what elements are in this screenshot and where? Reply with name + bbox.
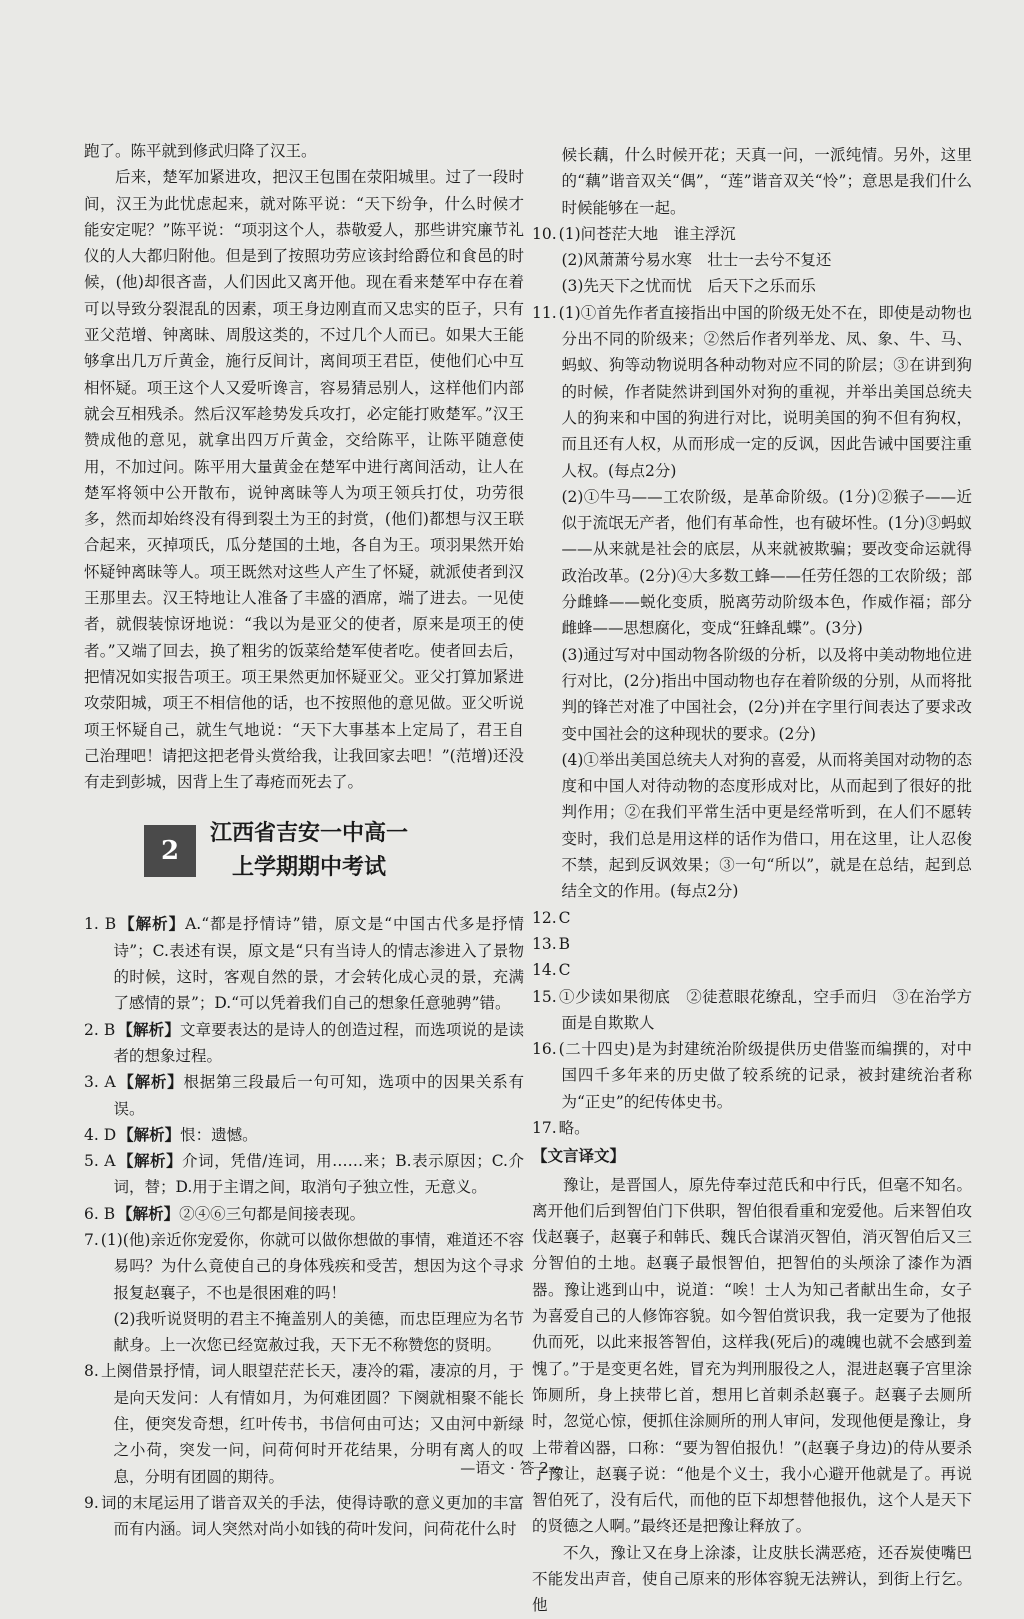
item-text: (1)问苍茫大地 谁主浮沉	[558, 224, 736, 243]
section-title-line: 江西省吉安一中高一	[210, 821, 409, 847]
answer-item	[532, 273, 972, 299]
answer-item	[532, 642, 972, 747]
item-number: 13.	[532, 934, 557, 953]
answer-item	[84, 1148, 524, 1201]
item-text: 词的末尾运用了谐音双关的手法，使得诗歌的意义更加的丰富而有内涵。词人突然对尚小如钱的荷叶发问，问荷花什么时	[100, 1493, 524, 1539]
answer-11	[532, 300, 972, 905]
section-title	[210, 817, 408, 885]
item-number: 5. A	[84, 1152, 116, 1171]
item-number: 12.	[532, 908, 557, 927]
item-number: 6. B	[84, 1204, 116, 1223]
paragraph: 跑了。陈平就到修武归降了汉王。	[84, 142, 317, 160]
item-text: ①少读如果彻底 ②徒惹眼花缭乱，空手而归 ③在治学方面是自欺欺人	[558, 987, 972, 1032]
item-text: A.“都是抒情诗”错，原文是“中国古代多是抒情诗”；C.表述有误，原文是“只有当诗人的情志渗进入了景物的时候，这时，客观自然的景，才会转化成心灵的景，充满了感情的景”；D.“可以凭着我们自己的想象任意驰骋”错。	[113, 915, 524, 1013]
item-number: 15.	[532, 987, 557, 1006]
section-title-line: 上学期期中考试	[232, 855, 387, 881]
item-text: 根据第三段最后一句可知，选项中的因果关系有误。	[113, 1073, 524, 1118]
answer-item	[84, 1069, 524, 1122]
answer-item	[84, 1490, 524, 1543]
item-number: 10.	[532, 224, 557, 243]
section-header	[144, 817, 524, 885]
answer-item	[532, 221, 972, 247]
item-text: C	[558, 961, 571, 980]
right-column	[532, 142, 972, 1619]
item-number: 7.	[84, 1230, 99, 1249]
item-text: (1)(他)亲近你宠爱你，你就可以做你想做的事情，难道还不容易吗？为什么竟使自己的身体残疾和受苦，想因为这个寻求报复赵襄子，不也是很困难的吗！	[100, 1230, 524, 1302]
answer-list	[84, 911, 524, 1542]
item-text: (2)①牛马——工农阶级，是革命阶级。(1分)②猴子——近似于流氓无产者，他们有革命性，也有破坏性。(1分)③蚂蚁——从来就是社会的底层，从来就被欺骗；要改变命运就得政治改革。(2分)④大多数工蜂——任劳任怨的工农阶级；部分雌蜂——蜕化变质，脱离劳动阶级本色，作威作福；部分雌蜂——思想腐化，变成“狂蜂乱蝶”。(3分)	[561, 487, 972, 638]
left-column	[84, 138, 524, 1543]
item-text: (4)①举出美国总统夫人对狗的喜爱，从而将美国对动物的态度和中国人对待动物的态度形成对比，从而起到了很好的批判作用；②在我们平常生活中更是经常听到，在人们不愿转变时，我们总是用这样的话作为借口，用在这里，让人忍俊不禁，起到反讽效果；③一句“所以”，就是在总结，起到总结全文的作用。(每点2分)	[561, 750, 972, 901]
answer-item	[532, 300, 972, 484]
item-text: 介词，凭借/连词，用……来；B.表示原因；C.介词，替；D.用于主谓之间，取消句子独立性，无意义。	[113, 1152, 524, 1197]
answer-item	[532, 1036, 972, 1115]
answer-item	[532, 747, 972, 905]
translation-title: 【文言译文】	[532, 1147, 626, 1166]
analysis-tag: 【解析】	[117, 1020, 180, 1039]
answer-item	[532, 931, 972, 957]
answer-item	[84, 1227, 524, 1306]
paragraph: 后来，楚军加紧进攻，把汉王包围在荥阳城里。过了一段时间，汉王为此忧虑起来，就对陈平说：“天下纷争，什么时候才能安定呢？”陈平说：“项羽这个人，恭敬爱人，那些讲究廉节礼仪的人大都归附他。但是到了按照功劳应该封给爵位和食邑的时候，(他)却很吝啬，人们因此又离开他。现在看来楚军中存在着可以导致分裂混乱的因素，项王身边刚直而又忠实的臣子，只有亚父范增、钟离昧、周殷这类的，不过几个人而已。如果大王能够拿出几万斤黄金，施行反间计，离间项王君臣，使他们心中互相怀疑。项王这个人又爱听谗言，容易猜忌别人，这样他们内部就会互相残杀。然后汉军趁势发兵攻打，必定能打败楚军。”汉王赞成他的意见，就拿出四万斤黄金，交给陈平，让陈平随意使用，不加过问。陈平用大量黄金在楚军中进行离间活动，让人在楚军将领中公开散布，说钟离昧等人为项王领兵打仗，功劳很多，然而却始终没有得到裂土为王的封赏，(他们)都想与汉王联合起来，灭掉项氏，瓜分楚国的土地，各自为王。项羽果然开始怀疑钟离昧等人。项王既然对这些人产生了怀疑，就派使者到汉王那里去。汉王特地让人准备了丰盛的酒席，端了进去。一见使者，就假装惊讶地说：“我以为是亚父的使者，原来是项王的使者。”又端了回去，换了粗劣的饭菜给楚军使者吃。使者回去后，把情况如实报告项王。项王果然更加怀疑亚父。亚父打算加紧进攻荥阳城，项王不相信他的话，也不按照他的意见做。亚父听说项王怀疑自己，就生气地说：“天下大事基本上定局了，君王自己治理吧！请把这把老骨头赏给我，让我回家去吧！”(范增)还没有走到彭城，因背上生了毒疮而死去了。	[84, 168, 524, 792]
page-footer: —语文 · 答 2—	[460, 1459, 564, 1477]
answer-10	[532, 221, 972, 300]
item-text: (2)风萧萧兮易水寒 壮士一去兮不复还	[561, 251, 832, 270]
item-text: 略。	[558, 1118, 590, 1137]
answer-item	[84, 1306, 524, 1359]
analysis-tag: 【解析】	[118, 915, 186, 934]
analysis-tag: 【解析】	[117, 1152, 183, 1171]
item-number: 9.	[84, 1493, 99, 1512]
item-number: 16.	[532, 1040, 557, 1059]
answer-item	[84, 1017, 524, 1070]
item-text: (2)我听说贤明的君主不掩盖别人的美德，而忠臣理应为名节献身。上一次您已经宽赦过我，天下无不称赞您的贤明。	[113, 1309, 524, 1355]
analysis-tag: 【解析】	[118, 1125, 181, 1144]
analysis-tag: 【解析】	[117, 1073, 184, 1092]
item-number: 4. D	[84, 1125, 117, 1144]
answer-item	[532, 484, 972, 642]
item-text: C	[558, 908, 571, 927]
answer-item	[84, 911, 524, 1016]
answer-item	[532, 1115, 972, 1141]
answer-list	[532, 905, 972, 1142]
item-number: 17.	[532, 1118, 557, 1137]
answer-item	[84, 1201, 524, 1227]
item-text: ②④⑥三句都是间接表现。	[179, 1204, 366, 1223]
item-number: 14.	[532, 961, 557, 980]
item-text: 上阕借景抒情，词人眼望茫茫长天，凄冷的霜，凄凉的月，于是向天发问：人有情如月，为何难团圆？下阕就相聚不能长住，便突发奇想，红叶传书，书信何由可达；又由河中新绿之小荷，突发一问，问荷何时开花结果，分明有离人的叹息，分明有团圆的期待。	[100, 1362, 524, 1486]
answer-item	[532, 984, 972, 1037]
answer-item	[84, 1122, 524, 1148]
answer-item	[532, 247, 972, 273]
item-number: 1. B	[84, 915, 117, 934]
answer-item	[532, 905, 972, 931]
item-text: (二十四史)是为封建统治阶级提供历史借鉴而编撰的，对中国四千多年来的历史做了较系统的记录，被封建统治者称为“正史”的纪传体史书。	[558, 1040, 972, 1111]
item-text: B	[558, 934, 571, 953]
paragraph: 不久，豫让又在身上涂漆，让皮肤长满恶疮，还吞炭使嘴巴不能发出声音，使自己原来的形体容貌无法辨认，到街上行乞。他	[532, 1543, 972, 1615]
item-text: (3)先天下之忧而忧 后天下之乐而乐	[561, 277, 816, 296]
item-text: 文章要表达的是诗人的创造过程，而选项说的是读者的想象过程。	[113, 1020, 524, 1065]
paragraph: 候长藕，什么时候开花；天真一问，一派纯情。另外，这里的“藕”谐音双关“偶”，“莲”谐音双关“怜”；意思是我们什么时候能够在一起。	[561, 146, 972, 217]
item-text: (1)①首先作者直接指出中国的阶级无处不在，即使是动物也分出不同的阶级来；②然后作者列举龙、凤、象、牛、马、蚂蚁、狗等动物说明各种动物对应不同的阶层；③在讲到狗的时候，作者陡然讲到国外对狗的重视，并举出美国总统夫人的狗来和中国的狗进行对比，说明美国的狗不但有狗权，而且还有人权，从而形成一定的反讽，因此告诫中国要注重人权。(每点2分)	[558, 303, 972, 480]
item-number: 11.	[532, 303, 557, 322]
answer-item	[532, 957, 972, 983]
item-text: 恨：遗憾。	[180, 1125, 258, 1144]
item-number: 8.	[84, 1362, 99, 1381]
section-number-badge: 2	[144, 825, 196, 877]
item-number: 2. B	[84, 1020, 116, 1039]
paragraph: 豫让，是晋国人，原先侍奉过范氏和中行氏，但毫不知名。离开他们后到智伯门下供职，智伯很看重和宠爱他。后来智伯攻伐赵襄子，赵襄子和韩氏、魏氏合谋消灭智伯，消灭智伯后又三分智伯的土地。赵襄子最恨智伯，把智伯的头颅涂了漆作为酒器。豫让逃到山中，说道：“唉！士人为知己者献出生命，女子为喜爱自己的人修饰容貌。如今智伯赏识我，我一定要为了他报仇而死，以此来报答智伯，这样我(死后)的魂魄也就不会感到羞愧了。”于是变更名姓，冒充为判刑服役之人，混进赵襄子宫里涂饰厕所，身上挟带匕首，想用匕首刺杀赵襄子。赵襄子去厕所时，忽觉心惊，便抓住涂厕所的刑人审问，发现他便是豫让，身上带着凶器，口称：“要为智伯报仇！”(赵襄子身边)的侍从要杀了豫让，赵襄子说：“他是个义士，我小心避开他就是了。再说智伯死了，没有后代，而他的臣下却想替他报仇，这个人是天下的贤德之人啊。”最终还是把豫让释放了。	[532, 1175, 972, 1536]
item-text: (3)通过写对中国动物各阶级的分析，以及将中美动物地位进行对比，(2分)指出中国动物也存在着阶级的分别，从而将批判的锋芒对准了中国社会，(2分)并在字里行间表达了要求改变中国社会的这种现状的要求。(2分)	[561, 645, 972, 743]
item-number: 3. A	[84, 1073, 116, 1092]
analysis-tag: 【解析】	[117, 1204, 180, 1223]
